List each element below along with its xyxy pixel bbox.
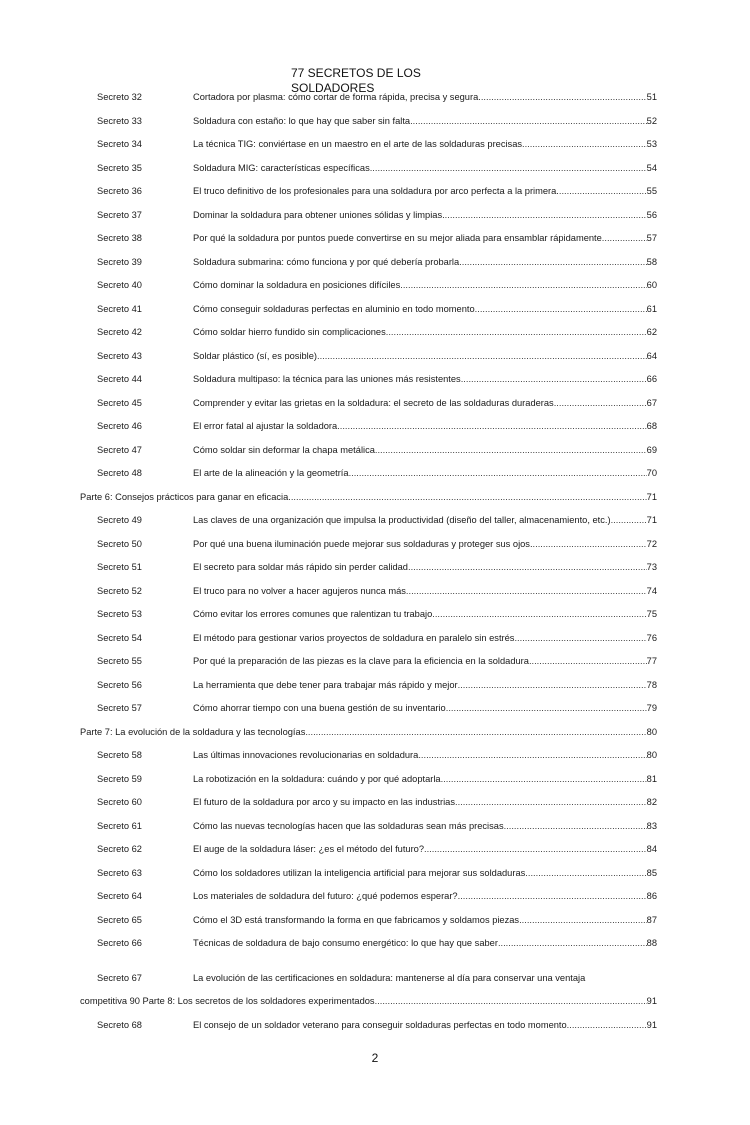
toc-entry-page: 82 [646, 797, 657, 807]
toc-entry-number: Secreto 64 [97, 891, 142, 901]
toc-entry-title: Las claves de una organización que impulsa la productividad (diseño del taller, almacenamiento, etc.) [193, 515, 611, 525]
toc-dot-leader [408, 560, 647, 574]
toc-entry[interactable] [0, 325, 657, 339]
toc-entry-page: 68 [646, 421, 657, 431]
toc-entry-number: Secreto 37 [97, 209, 142, 220]
toc-entry-title: El arte de la alineación y la geometría [193, 468, 349, 478]
toc-entry-title: Cómo el 3D está transformando la forma en que fabricamos y soldamos piezas [193, 914, 520, 925]
toc-entry-page: 80 [646, 726, 657, 737]
toc-entry[interactable] [0, 466, 657, 480]
toc-dot-leader [410, 114, 647, 128]
toc-entry-page: 55 [646, 186, 657, 196]
toc-dot-leader [458, 678, 647, 692]
toc-entry[interactable] [0, 772, 657, 786]
toc-entry[interactable] [0, 701, 657, 715]
toc-entry-title: El auge de la soldadura láser: ¿es el método del futuro? [193, 844, 425, 854]
toc-entry[interactable] [0, 349, 657, 363]
toc-dot-leader [459, 255, 646, 269]
toc-entry-title: El secreto para soldar más rápido sin perder calidad [193, 562, 408, 572]
toc-entry[interactable] [0, 396, 657, 410]
toc-entry-title: El truco definitivo de los profesionales para una soldadura por arco perfecta a la primera. [193, 186, 559, 196]
toc-entry-title: Cortadora por plasma: cómo cortar de forma rápida, precisa y segura [193, 92, 479, 102]
toc-entry-title: Soldadura con estaño: lo que hay que saber sin falta [193, 115, 411, 126]
toc-dot-leader [375, 994, 647, 1008]
toc-entry-page: 54 [646, 162, 657, 173]
toc-entry-number: Secreto 48 [97, 468, 142, 478]
toc-dot-leader [418, 748, 646, 762]
toc-entry[interactable] [0, 278, 657, 292]
toc-entry-title-continued: competitiva 90 Parte 8: Los secretos de los soldadores experimentados [80, 996, 375, 1006]
toc-entry-title: Comprender y evitar las grietas en la soldadura: el secreto de las soldaduras duraderas [193, 397, 554, 408]
toc-entry[interactable] [0, 184, 657, 198]
toc-entry[interactable] [0, 936, 657, 950]
toc-entry-number: Secreto 43 [97, 350, 142, 361]
toc-entry-title: El consejo de un soldador veterano para conseguir soldaduras perfectas en todo momento [193, 1020, 567, 1030]
toc-entry-title: Cómo soldar hierro fundido sin complicaciones [193, 327, 386, 337]
toc-entry-number: Secreto 61 [97, 820, 142, 831]
toc-entry[interactable] [0, 678, 657, 692]
toc-entry-page: 66 [646, 374, 657, 384]
toc-entry[interactable] [0, 607, 657, 621]
toc-entry-number: Secreto 52 [97, 585, 142, 596]
toc-dot-leader [567, 1018, 647, 1032]
toc-dot-leader [370, 161, 647, 175]
toc-dot-leader [514, 631, 646, 645]
toc-entry-page: 84 [646, 844, 657, 854]
toc-entry-number: Secreto 42 [97, 327, 142, 337]
toc-entry-title: El error fatal al ajustar la soldadora [193, 421, 338, 431]
toc-entry-number: Secreto 57 [97, 703, 142, 713]
toc-entry-title: La técnica TIG: conviértase en un maestro en el arte de las soldaduras precisas [193, 139, 523, 149]
toc-entry-page: 83 [646, 820, 657, 831]
toc-dot-leader [455, 795, 647, 809]
toc-entry-page: 72 [646, 538, 657, 549]
toc-dot-leader [519, 913, 647, 927]
toc-entry-secreto-67[interactable] [97, 971, 677, 985]
toc-entry-page: 53 [646, 139, 657, 149]
toc-entry-number: Secreto 44 [97, 374, 142, 384]
toc-entry[interactable] [0, 513, 657, 527]
toc-entry[interactable] [0, 208, 657, 222]
toc-dot-leader [400, 278, 646, 292]
toc-dot-leader [602, 231, 647, 245]
toc-entry-number: Secreto 49 [97, 515, 142, 525]
toc-dot-leader [386, 325, 647, 339]
toc-entry-title: Los materiales de soldadura del futuro: ¿qué podemos esperar? [193, 891, 458, 901]
toc-dot-leader [349, 466, 647, 480]
toc-entry-title: Soldadura submarina: cómo funciona y por qué debería probarla [193, 256, 460, 267]
toc-entry-page: 80 [646, 750, 657, 760]
toc-entry-page: 69 [646, 444, 657, 455]
toc-entry-number: Secreto 34 [97, 139, 142, 149]
toc-entry[interactable] [0, 231, 657, 245]
toc-entry[interactable] [0, 631, 657, 645]
toc-entry-number: Secreto 67 [97, 973, 142, 983]
toc-entry[interactable] [0, 795, 657, 809]
toc-entry-page: 75 [646, 609, 657, 619]
toc-entry-page: 88 [646, 938, 657, 948]
toc-dot-leader [533, 537, 647, 551]
toc-entry[interactable] [0, 866, 657, 880]
toc-dot-leader [529, 654, 647, 668]
toc-entry-page: 51 [646, 92, 657, 102]
toc-dot-leader [288, 490, 646, 504]
toc-entry-page: 85 [646, 867, 657, 878]
toc-entry-title: Cómo las nuevas tecnologías hacen que las soldaduras sean más precisas [193, 820, 504, 831]
toc-entry[interactable] [0, 114, 657, 128]
toc-entry-title: Las últimas innovaciones revolucionarias en soldadura [193, 750, 419, 760]
toc-entry-number: Secreto 68 [97, 1020, 142, 1030]
toc-entry-number: Secreto 65 [97, 914, 142, 925]
toc-entry-number: Secreto 47 [97, 444, 142, 455]
toc-entry-secreto-68[interactable] [0, 1018, 657, 1032]
toc-entry[interactable] [0, 819, 657, 833]
toc-entry-page: 91 [646, 996, 657, 1006]
toc-entry[interactable] [0, 302, 657, 316]
toc-dot-leader [554, 396, 647, 410]
toc-entry-page: 61 [646, 303, 657, 314]
toc-entry-number: Secreto 38 [97, 233, 142, 243]
toc-entry-page: 62 [646, 327, 657, 337]
toc-entry-title: Cómo dominar la soldadura en posiciones difíciles [193, 280, 401, 290]
toc-entry-title: Por qué una buena iluminación puede mejorar sus soldaduras y proteger sus ojos. [193, 538, 533, 549]
toc-entry-title: Cómo evitar los errores comunes que ralentizan tu trabajo [193, 609, 433, 619]
page-header-title: 77 SECRETOS DE LOS SOLDADORES [291, 66, 421, 95]
toc-entry-number: Secreto 58 [97, 750, 142, 760]
toc-dot-leader [475, 302, 647, 316]
toc-entry[interactable] [0, 889, 657, 903]
toc-dot-leader [406, 584, 647, 598]
toc-entry-number: Secreto 55 [97, 656, 142, 666]
toc-entry-page: 56 [646, 209, 657, 220]
toc-entry-page: 81 [646, 773, 657, 784]
toc-entry-page: 77 [646, 656, 657, 666]
toc-entry-page: 60 [646, 280, 657, 290]
toc-entry-title: Por qué la preparación de las piezas es la clave para la eficiencia en la soldadura [193, 656, 529, 666]
toc-entry[interactable] [0, 443, 657, 457]
toc-entry-number: Secreto 46 [97, 421, 142, 431]
toc-dot-leader [441, 772, 647, 786]
toc-entry-title: El futuro de la soldadura por arco y su impacto en las industrias [193, 797, 456, 807]
toc-dot-leader [559, 184, 647, 198]
toc-entry[interactable] [0, 90, 657, 104]
toc-entry-number: Secreto 56 [97, 679, 142, 690]
toc-entry[interactable] [0, 654, 657, 668]
toc-dot-leader [504, 819, 647, 833]
toc-entry-number: Secreto 35 [97, 162, 142, 173]
toc-dot-leader [317, 349, 647, 363]
toc-dot-leader [445, 208, 647, 222]
toc-entry-number: Secreto 54 [97, 632, 142, 643]
toc-entry-page: 70 [646, 468, 657, 478]
toc-dot-leader [432, 607, 646, 621]
toc-entry-number: Secreto 50 [97, 538, 142, 549]
toc-part-heading[interactable] [0, 490, 657, 504]
toc-dot-leader [305, 725, 646, 739]
toc-entry-page: 78 [646, 679, 657, 690]
toc-entry[interactable] [0, 748, 657, 762]
toc-entry-page: 64 [646, 350, 657, 361]
toc-entry-title: Dominar la soldadura para obtener uniones sólidas y limpias. [193, 209, 445, 220]
toc-entry-title: Cómo los soldadores utilizan la inteligencia artificial para mejorar sus soldaduras [193, 867, 526, 878]
toc-entry-title: El método para gestionar varios proyectos de soldadura en paralelo sin estrés [193, 632, 515, 643]
toc-dot-leader [525, 866, 646, 880]
toc-entry-title: El truco para no volver a hacer agujeros nunca más [193, 585, 406, 596]
toc-entry[interactable] [0, 255, 657, 269]
toc-entry-page: 87 [646, 914, 657, 925]
toc-entry-page: 71 [646, 515, 657, 525]
toc-entry-title: Técnicas de soldadura de bajo consumo energético: lo que hay que saber [193, 938, 498, 948]
toc-entry-title: Cómo conseguir soldaduras perfectas en aluminio en todo momento [193, 303, 475, 314]
toc-entry-number: Secreto 51 [97, 562, 142, 572]
toc-entry-page: 57 [646, 233, 657, 243]
toc-entry-page: 71 [646, 491, 657, 502]
toc-entry[interactable] [0, 584, 657, 598]
page-number: 2 [371, 1051, 379, 1065]
toc-entry[interactable] [0, 537, 657, 551]
toc-entry-number: Secreto 36 [97, 186, 142, 196]
toc-entry[interactable] [0, 372, 657, 386]
toc-entry-number: Secreto 40 [97, 280, 142, 290]
toc-dot-leader [498, 936, 647, 950]
toc-dot-leader [611, 513, 647, 527]
toc-entry-title: Soldar plástico (sí, es posible) [193, 350, 318, 361]
toc-entry-title: Soldadura multipaso: la técnica para las uniones más resistentes [193, 374, 461, 384]
toc-entry-number: Secreto 60 [97, 797, 142, 807]
toc-dot-leader [458, 889, 647, 903]
toc-entry-number: Secreto 33 [97, 115, 142, 126]
toc-entry-title: Cómo ahorrar tiempo con una buena gestión de su inventario [193, 703, 446, 713]
toc-part-title: Parte 7: La evolución de la soldadura y las tecnologías [80, 726, 306, 737]
toc-entry-secreto-67-continued[interactable] [80, 994, 657, 1008]
toc-dot-leader [375, 443, 647, 457]
toc-entry-number: Secreto 32 [97, 92, 142, 102]
toc-entry-page: 79 [646, 703, 657, 713]
toc-entry-page: 58 [646, 256, 657, 267]
toc-dot-leader [522, 137, 647, 151]
toc-entry-title: Cómo soldar sin deformar la chapa metálica [193, 444, 375, 455]
toc-entry-page: 76 [646, 632, 657, 643]
toc-entry-page: 67 [646, 397, 657, 408]
toc-entry-number: Secreto 53 [97, 609, 142, 619]
toc-entry[interactable] [0, 842, 657, 856]
toc-dot-leader [424, 842, 647, 856]
toc-dot-leader [461, 372, 647, 386]
toc-entry-title: La evolución de las certificaciones en soldadura: mantenerse al día para conservar una ventaja [193, 973, 586, 983]
toc-part-title: Parte 6: Consejos prácticos para ganar en eficacia [80, 491, 289, 502]
toc-dot-leader [446, 701, 647, 715]
toc-part-heading[interactable] [0, 725, 657, 739]
toc-entry-number: Secreto 59 [97, 773, 142, 784]
toc-entry[interactable] [0, 161, 657, 175]
toc-entry-page: 52 [646, 115, 657, 126]
toc-entry-title: Por qué la soldadura por puntos puede convertirse en su mejor aliada para ensamblar rápidamente [193, 233, 602, 243]
toc-entry-page: 86 [646, 891, 657, 901]
toc-entry[interactable] [0, 560, 657, 574]
toc-entry-title: Soldadura MIG: características específicas [193, 162, 370, 173]
toc-entry-number: Secreto 66 [97, 938, 142, 948]
toc-entry-title: La herramienta que debe tener para trabajar más rápido y mejor [193, 679, 458, 690]
toc-entry-number: Secreto 45 [97, 397, 142, 408]
toc-entry-page: 74 [646, 585, 657, 596]
toc-entry-page: 91 [646, 1020, 657, 1030]
toc-dot-leader [478, 90, 646, 104]
toc-entry-number: Secreto 62 [97, 844, 142, 854]
toc-entry-number: Secreto 39 [97, 256, 142, 267]
toc-entry[interactable] [0, 137, 657, 151]
toc-entry-number: Secreto 63 [97, 867, 142, 878]
toc-entry[interactable] [0, 913, 657, 927]
toc-entry[interactable] [0, 419, 657, 433]
toc-entry-page: 73 [646, 562, 657, 572]
toc-dot-leader [337, 419, 646, 433]
toc-entry-title: La robotización en la soldadura: cuándo y por qué adoptarla [193, 773, 441, 784]
toc-entry-number: Secreto 41 [97, 303, 142, 314]
